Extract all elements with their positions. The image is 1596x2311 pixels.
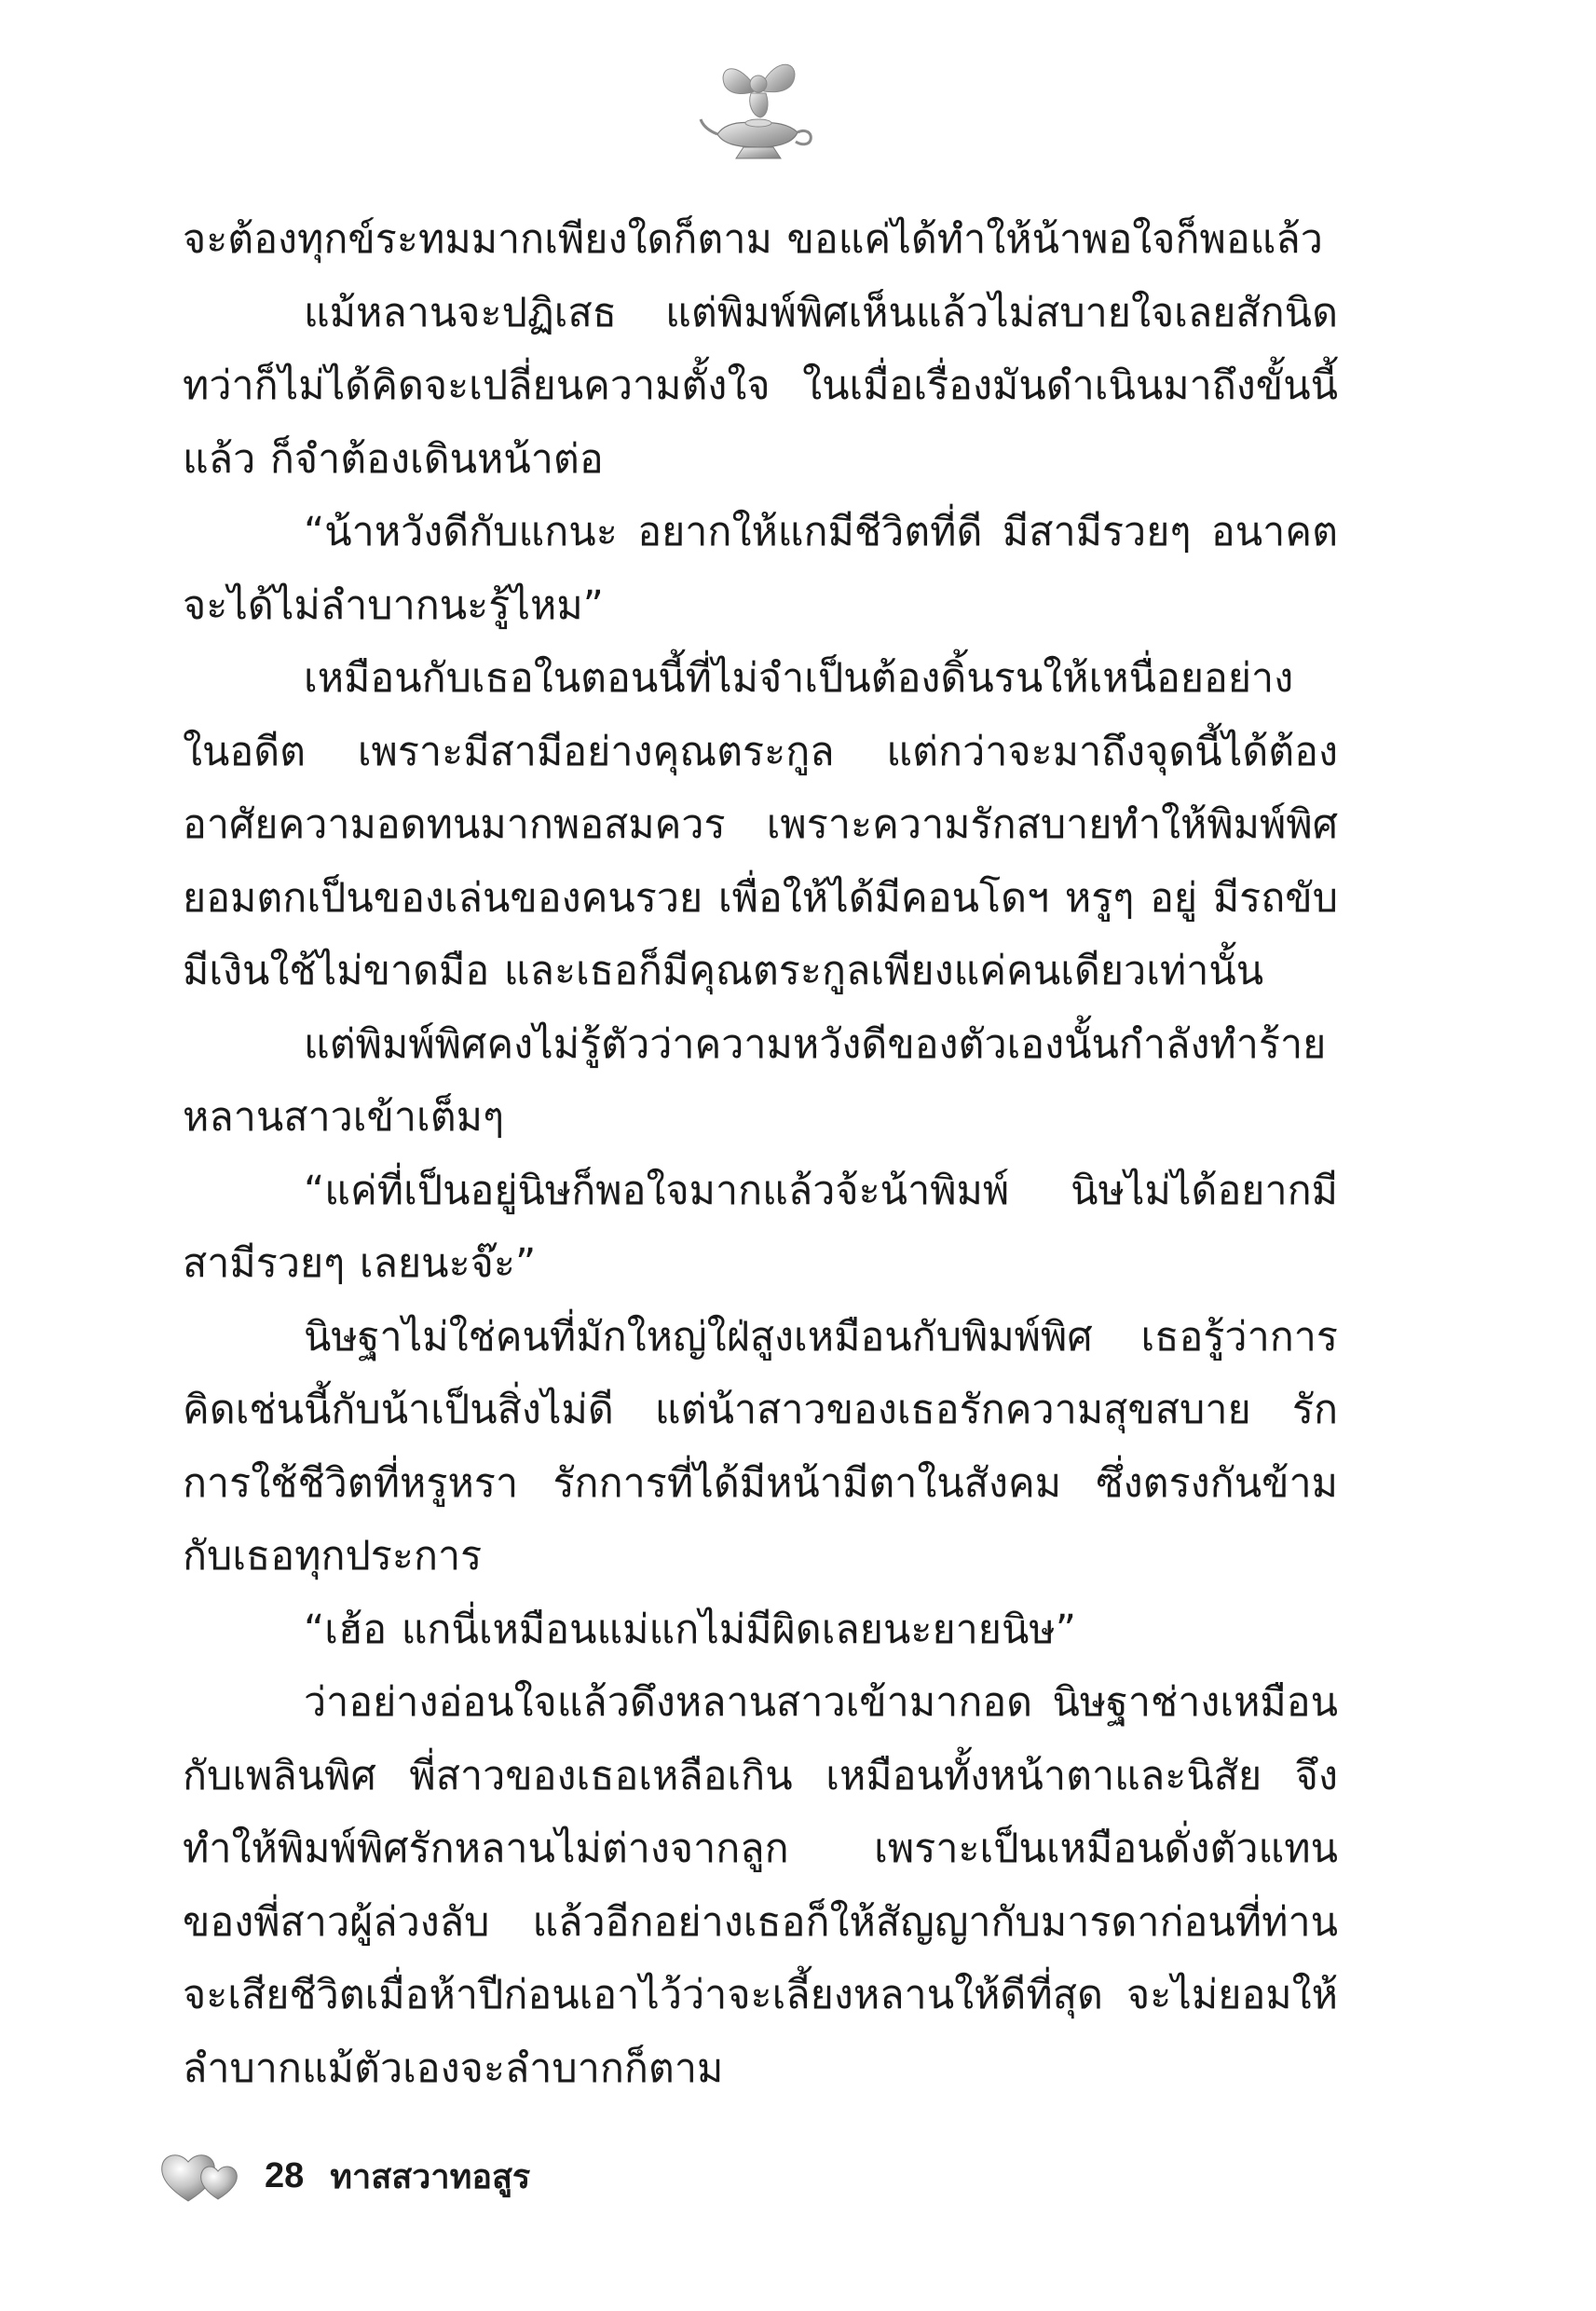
paragraph-7: นิษฐาไม่ใช่คนที่มักใหญ่ใฝ่สูงเหมือนกับพิมพ์พิศ เธอรู้ว่าการคิดเช่นนี้กับน้าเป็นสิ่งไม่ดี แต่น้าสาวของเธอรักความสุขสบาย รักการใช้ชีวิตที่หรูหรา รักการที่ได้มีหน้ามีตาในสังคม ซึ่งตรงกันข้ามกับเธอทุกประการ xyxy=(183,1313,1338,1579)
paragraph-4: เหมือนกับเธอในตอนนี้ที่ไม่จำเป็นต้องดิ้นรนให้เหนื่อยอย่างในอดีต เพราะมีสามีอย่างคุณตระกูล แต่กว่าจะมาถึงจุดนี้ได้ต้องอาศัยความอดทนมากพอสมควร เพราะความรักสบายทำให้พิมพ์พิศยอมตกเป็นของเล่นของคนรวย เพื่อให้ได้มีคอนโดฯ หรูๆ อยู่ มีรถขับมีเงินใช้ไม่ขาดมือ และเธอก็มีคุณตระกูลเพียงแค่คนเดียวเท่านั้น xyxy=(183,655,1338,994)
page-number: 28 xyxy=(265,2155,305,2195)
paragraph-6: “แค่ที่เป็นอยู่นิษก็พอใจมากแล้วจ้ะน้าพิมพ์ นิษไม่ได้อยากมีสามีรวยๆ เลยนะจ๊ะ” xyxy=(183,1167,1338,1287)
paragraph-2: แม้หลานจะปฏิเสธ แต่พิมพ์พิศเห็นแล้วไม่สบายใจเลยสักนิด ทว่าก็ไม่ได้คิดจะเปลี่ยนความตั้งใจ ในเมื่อเรื่องมันดำเนินมาถึงขั้นนี้แล้ว ก็จำต้องเดินหน้าต่อ xyxy=(183,289,1338,483)
paragraph-5: แต่พิมพ์พิศคงไม่รู้ตัวว่าความหวังดีของตัวเองนั้นกำลังทำร้ายหลานสาวเข้าเต็มๆ xyxy=(183,1020,1327,1141)
paragraph-8: “เฮ้อ แกนี่เหมือนแม่แกไม่มีผิดเลยนะยายนิษ” xyxy=(304,1606,1076,1653)
chapter-text xyxy=(183,203,1338,2105)
page-footer xyxy=(158,2143,717,2208)
book-title: ทาสสวาทอสูร xyxy=(330,2157,531,2196)
cupid-lamp-ornament-icon xyxy=(697,48,818,170)
paragraph-3: “น้าหวังดีกับแกนะ อยากให้แกมีชีวิตที่ดี มีสามีรวยๆ อนาคตจะได้ไม่ลำบากนะรู้ไหม” xyxy=(183,509,1338,629)
paragraph-9: ว่าอย่างอ่อนใจแล้วดึงหลานสาวเข้ามากอด นิษฐาช่างเหมือนกับเพลินพิศ พี่สาวของเธอเหลือเกิน เหมือนทั้งหน้าตาและนิสัย จึงทำให้พิมพ์พิศรักหลานไม่ต่างจากลูก เพราะเป็นเหมือนดั่งตัวแทนของพี่สาวผู้ล่วงลับ แล้วอีกอย่างเธอก็ให้สัญญากับมารดาก่อนที่ท่านจะเสียชีวิตเมื่อห้าปีก่อนเอาไว้ว่าจะเลี้ยงหลานให้ดีที่สุด จะไม่ยอมให้ลำบากแม้ตัวเองจะลำบากก็ตาม xyxy=(183,1679,1338,2092)
silver-hearts-icon xyxy=(158,2147,244,2205)
paragraph-1: จะต้องทุกข์ระทมมากเพียงใดก็ตาม ขอแค่ได้ทำให้น้าพอใจก็พอแล้ว xyxy=(183,216,1323,263)
